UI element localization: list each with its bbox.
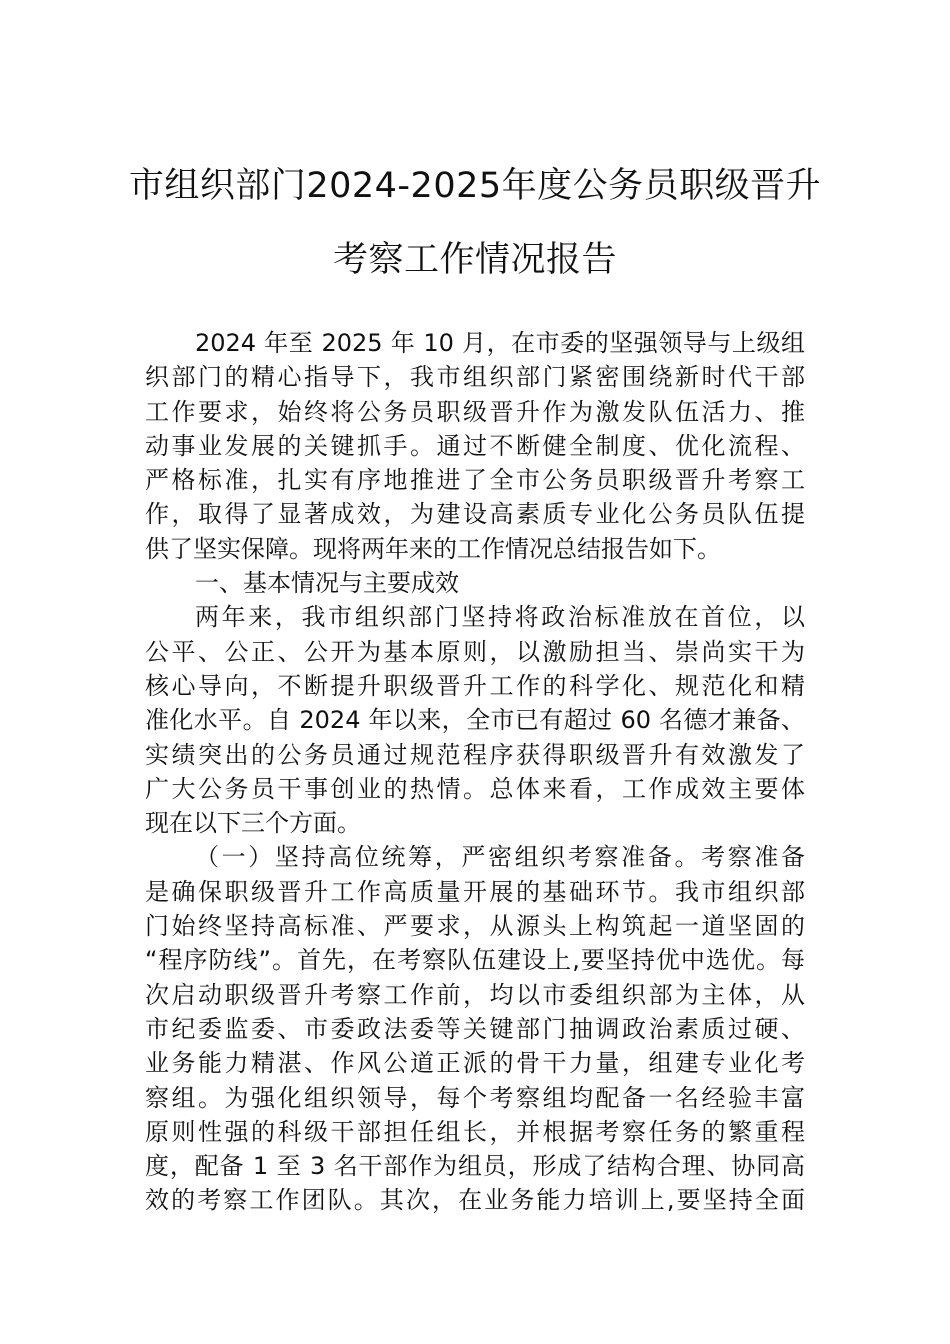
paragraph-1-line: 动事业发展的关键抓手。通过不断健全制度、优化流程、: [145, 431, 805, 460]
document-body: [145, 326, 805, 1218]
paragraph-3-line: 察组。为强化组织领导，每个考察组均配备一名经验丰富: [145, 1083, 805, 1112]
paragraph-2-line: 广大公务员干事创业的热情。总体来看，工作成效主要体: [145, 774, 805, 803]
paragraph-1-line: 工作要求，始终将公务员职级晋升作为激发队伍活力、推: [145, 397, 805, 426]
paragraph-2-line: 实绩突出的公务员通过规范程序获得职级晋升有效激发了: [145, 740, 805, 769]
paragraph-1-line: 供了坚实保障。现将两年来的工作情况总结报告如下。: [145, 534, 721, 563]
document-title-line-1: 市组织部门2024-2025年度公务员职级晋升: [128, 166, 822, 206]
paragraph-3-line: 次启动职级晋升考察工作前，均以市委组织部为主体，从: [145, 980, 805, 1009]
document-title-line-2: 考察工作情况报告: [332, 240, 617, 280]
paragraph-3-line: （一）坚持高位统筹，严密组织考察准备。考察准备: [195, 843, 805, 872]
paragraph-2-line: 两年来，我市组织部门坚持将政治标准放在首位，以: [195, 603, 805, 632]
paragraph-1-line: 织部门的精心指导下，我市组织部门紧密围绕新时代干部: [145, 363, 805, 392]
paragraph-3-line: 市纪委监委、市委政法委等关键部门抽调政治素质过硬、: [145, 1014, 805, 1043]
section-1-heading: 一、基本情况与主要成效: [195, 569, 459, 598]
paragraph-2-line: 准化水平。自 2024 年以来，全市已有超过 60 名德才兼备、: [145, 706, 805, 735]
paragraph-3-line: 业务能力精湛、作风公道正派的骨干力量，组建专业化考: [145, 1049, 805, 1078]
paragraph-2-line: 核心导向，不断提升职级晋升工作的科学化、规范化和精: [145, 671, 805, 700]
paragraph-3-line: 是确保职级晋升工作高质量开展的基础环节。我市组织部: [145, 877, 805, 906]
paragraph-3-line: 度，配备 1 至 3 名干部作为组员，形成了结构合理、协同高: [145, 1152, 805, 1181]
paragraph-1-line: 作，取得了显著成效，为建设高素质专业化公务员队伍提: [145, 500, 805, 529]
paragraph-3-line: 原则性强的科级干部担任组长，并根据考察任务的繁重程: [145, 1117, 805, 1146]
paragraph-2-line: 现在以下三个方面。: [145, 809, 361, 838]
paragraph-1-line: 2024 年至 2025 年 10 月，在市委的坚强领导与上级组: [195, 329, 805, 357]
paragraph-3-line: 效的考察工作团队。其次，在业务能力培训上,要坚持全面: [145, 1186, 805, 1215]
paragraph-3-line: “程序防线”。首先，在考察队伍建设上,要坚持优中选优。每: [145, 946, 805, 975]
paragraph-1-line: 严格标准，扎实有序地推进了全市公务员职级晋升考察工: [145, 466, 805, 495]
paragraph-2-line: 公平、公正、公开为基本原则，以激励担当、崇尚实干为: [145, 637, 805, 666]
paragraph-3-line: 门始终坚持高标准、严要求，从源头上构筑起一道坚固的: [145, 912, 805, 941]
